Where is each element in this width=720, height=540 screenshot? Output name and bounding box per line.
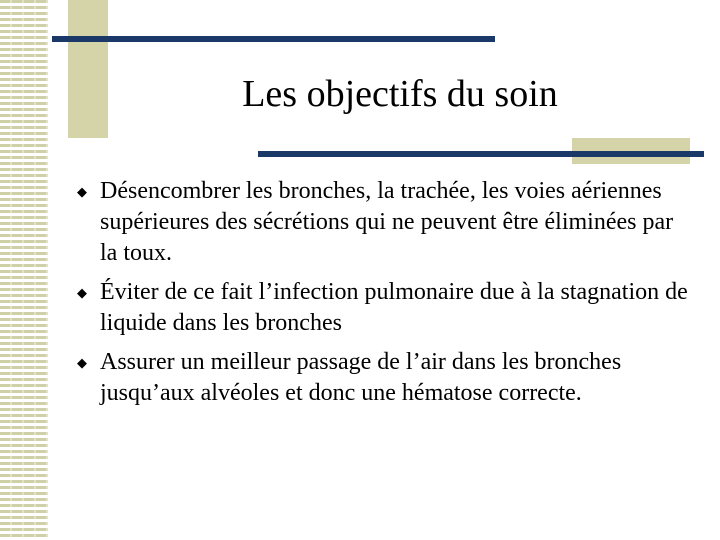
- bullet-text: Assurer un meilleur passage de l’air dans les bronches jusqu’aux alvéoles et donc une hématose correcte.: [100, 349, 622, 406]
- bullet-item: [74, 347, 694, 409]
- bullet-list: [74, 176, 694, 417]
- slide-title: Les objectifs du soin: [242, 73, 558, 115]
- decorative-accent-block-top: [68, 0, 108, 138]
- bullet-item: [74, 176, 694, 269]
- bullet-text: Éviter de ce fait l’infection pulmonaire due à la stagnation de liquide dans les bronches: [100, 279, 688, 336]
- diamond-bullet-icon: ◆: [77, 355, 87, 370]
- bullet-item: [74, 277, 694, 339]
- decorative-stripe-overlay: [0, 0, 48, 540]
- diamond-bullet-icon: ◆: [77, 285, 87, 300]
- diamond-bullet-icon: ◆: [77, 184, 87, 199]
- bullet-text: Désencombrer les bronches, la trachée, les voies aériennes supérieures des sécrétions qui ne peuvent être éliminées par la toux.: [100, 178, 674, 266]
- title-rule-bottom: [258, 151, 704, 157]
- title-rule-top: [52, 36, 495, 42]
- decorative-stripe-band: [0, 0, 48, 540]
